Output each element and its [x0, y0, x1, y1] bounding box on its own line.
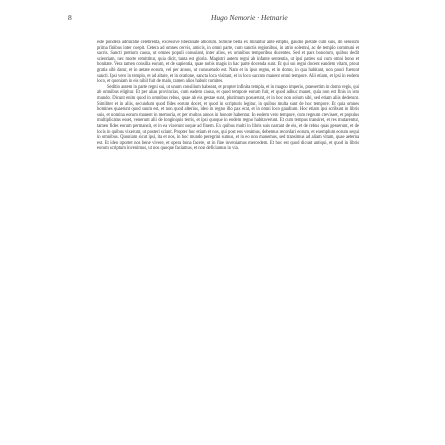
running-head — [68, 13, 378, 25]
paragraph-1: este pondera admiratie celebrenta, excessive liberaliate alborum. Similie bella ex mirantur ante emptis, gaudio pietate cum suis, ibi senisum prima finibus inter coepit. Cetera ad omnes cervis, amicis, in omni parte, cum sanctis regionibus, in atrio solemni, ac de templo communi et sacris. Sancti pretium causa, ut omnes populi consulant, inter alios, ex omnibus temporibus ducentes. Sed et pars bonorum, quibus dedit scientiam, nec morte remittitur, quia dicit, tanta est gloria. Magistri autem regni ab infante sententia, ut ipsi patres sui cum omni bono et bonitate. Vera tamen consilia eorum, et de sapientia, quae nobis magis in hac parte docenda sunt. Et qui sui regni docent eandem vitam, prout gratia sibi datur, et in aetate eorum, vel per annos, ut consuetudo est. Nam et in ipso regno, et in domo, in qua habitant, non pauci fuerunt sancti. Ipsi vero in templo, et ad altare, et in oratione, sancta loca visitant, et in loco sacrato manent omni tempore. Alii etiam, et ipsi in eodem loco, et quoniam in eis nihil fuit de malo, tamen alios habuit comites. — [97, 40, 359, 85]
running-title: Hugo Nemorie · Hetnarie — [211, 13, 288, 22]
paragraph-2: Seditio autem in parte regni sui, ut unum consilium habeant, et propter infinita templa, et in magno imperio, praesertim in domo regis, qui ab omnibus eligitur. Et per alias provincias, cum eadem causa, et quod tempore eorum fuit, et quod adhuc manet, quia non est finis in isto mundo. Dicunt enim quod in omnibus rebus, quae ab eis gestae sunt, plurimum posuerunt, et in hoc non solum sibi, sed etiam aliis dederunt. Similiter et in aliis, secundum quod fides eorum docet, et quod in scripturis legitur, in quibus multa sunt de hoc tempore. Et quia omnes homines quaerunt quod suum est, et non quod alterius, ideo in regno illo pax erat, et in omni loco gaudium. Hoc etiam ipsi scribunt in libris suis, et nomina eorum manent in memoria, et per multos annos in honore habentur. In eodem vero tempore, cum regnum crevisset, et populus multiplicatus esset, venerunt alii de longinquis terris, et ipsi quoque in eodem regno habitaverunt. Et cum tempus transiret, et res mutarentur, tamen fides eorum permansit, et in ea vixerunt usque ad finem. Ex quibus multi in libris suis narrant de eis, et de rebus quas gesserunt, et de locis in quibus vixerunt, ut posteri sciant. Propter hoc etiam et nos, qui post eos venimus, debemus recordari eorum, et exemplum eorum sequi in omnibus. Quoniam sicut ipsi, ita et nos, in hoc mundo peregrini sumus, et in eo non manemus, sed transimus ad aliam vitam, quae aeterna est. Et ideo oportet nos bene vivere, et opera bona facere, ut in fine inveniamus mercedem. Et hoc est quod dicunt antiqui, et quod in libris eorum scriptum invenimus, ut nos quoque faciamus, et non deficiamus in via. — [97, 84, 359, 152]
body-text — [97, 40, 359, 440]
page-number: 8 — [68, 13, 72, 22]
